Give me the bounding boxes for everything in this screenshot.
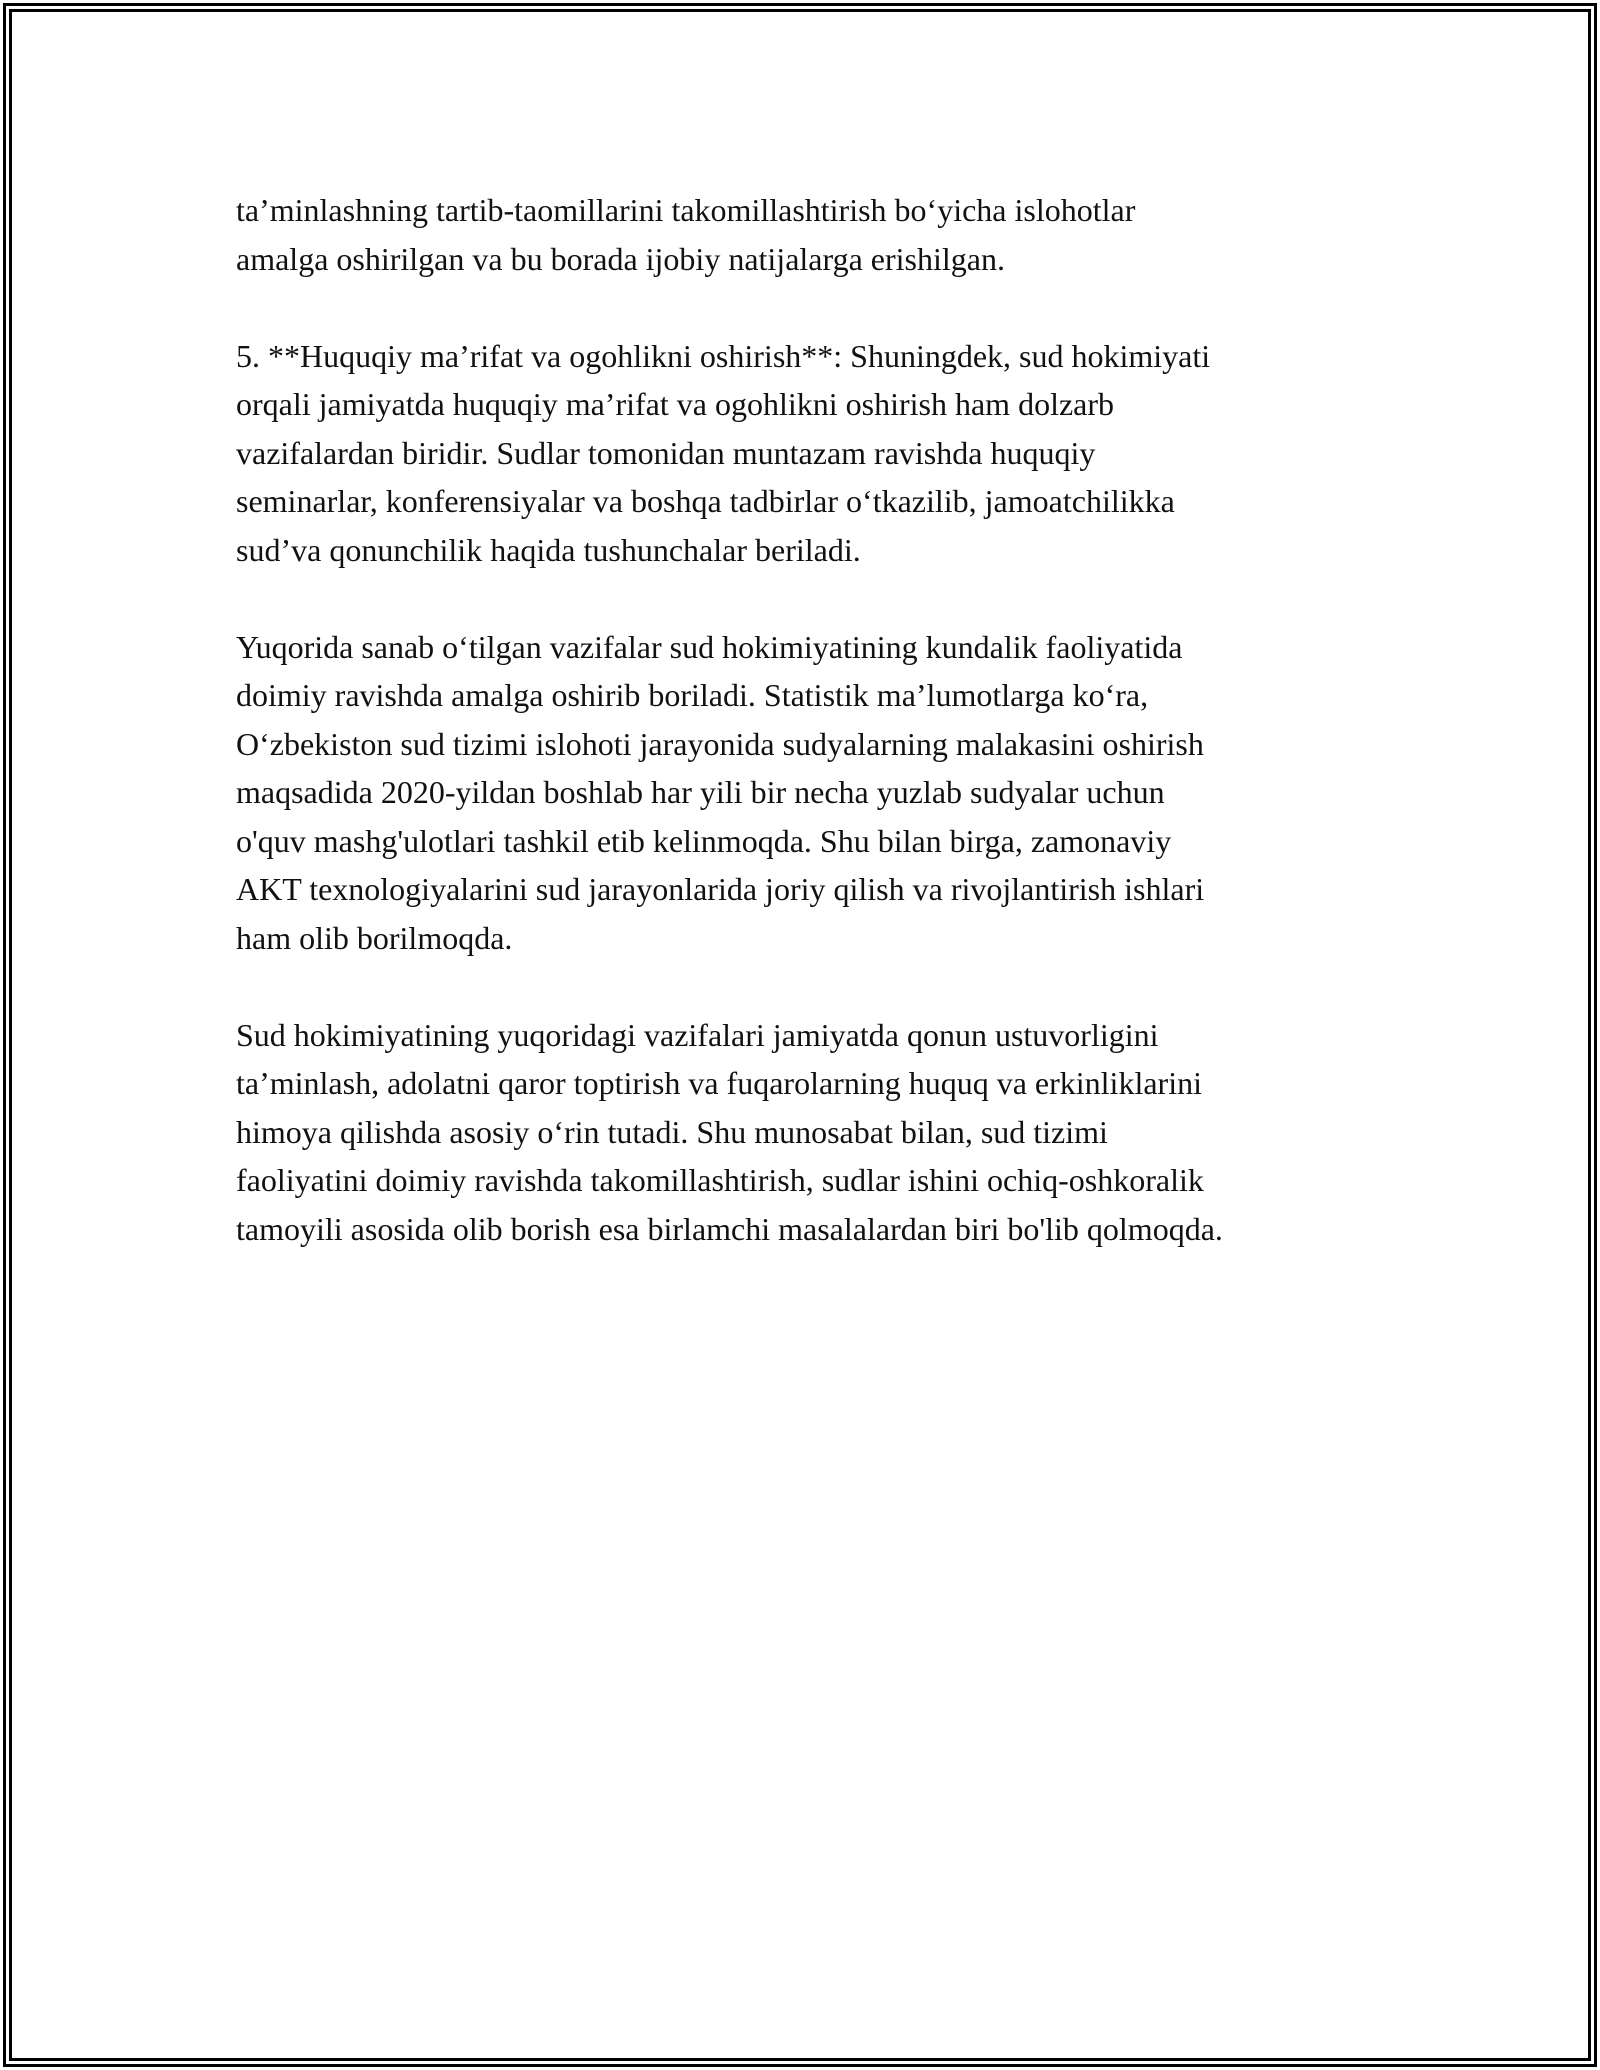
text-line: amalga oshirilgan va bu borada ijobiy natijalarga erishilgan. <box>236 240 1005 277</box>
text-line: tamoyili asosida olib borish esa birlamchi masalalardan biri bo'lib qolmoqda. <box>236 1210 1223 1247</box>
text-line: Sud hokimiyatining yuqoridagi vazifalari jamiyatda qonun ustuvorligini <box>236 1016 1159 1053</box>
text-line: orqali jamiyatda huquqiy ma’rifat va ogohlikni oshirish ham dolzarb <box>236 386 1115 422</box>
text-line: sud’va qonunchilik haqida tushunchalar beriladi. <box>236 531 861 568</box>
text-line: AKT texnologiyalarini sud jarayonlarida joriy qilish va rivojlantirish ishlari <box>236 871 1205 907</box>
text-line: himoya qilishda asosiy o‘rin tutadi. Shu munosabat bilan, sud tizimi <box>236 1113 1108 1150</box>
text-line: maqsadida 2020-yildan boshlab har yili bir necha yuzlab sudyalar uchun <box>236 774 1165 810</box>
text-line: ta’minlashning tartib-taomillarini takomillashtirish bo‘yicha islohotlar <box>236 192 1136 228</box>
text-line: faoliyatini doimiy ravishda takomillashtirish, sudlar ishini ochiq-oshkoralik <box>236 1162 1204 1198</box>
paragraph-continuation <box>236 186 1386 283</box>
document-body <box>236 186 1386 1302</box>
text-line: doimiy ravishda amalga oshirib boriladi. Statistik ma’lumotlarga ko‘ra, <box>236 677 1149 713</box>
text-line: 5. **Huquqiy ma’rifat va ogohlikni oshirish**: Shuningdek, sud hokimiyati <box>236 337 1211 374</box>
text-line: o'quv mashg'ulotlari tashkil etib kelinmoqda. Shu bilan birga, zamonaviy <box>236 822 1172 859</box>
text-line: vazifalardan biridir. Sudlar tomonidan muntazam ravishda huquqiy <box>236 434 1096 471</box>
paragraph-statistics <box>236 623 1386 963</box>
text-line: O‘zbekiston sud tizimi islohoti jarayonida sudyalarning malakasini oshirish <box>236 725 1204 762</box>
paragraph-conclusion <box>236 1011 1386 1254</box>
paragraph-legal-awareness <box>236 332 1386 575</box>
text-line: Yuqorida sanab o‘tilgan vazifalar sud hokimiyatining kundalik faoliyatida <box>236 628 1183 665</box>
text-line: ta’minlash, adolatni qaror toptirish va fuqarolarning huquq va erkinliklarini <box>236 1065 1202 1101</box>
text-line: ham olib borilmoqda. <box>236 919 513 956</box>
text-line: seminarlar, konferensiyalar va boshqa tadbirlar o‘tkazilib, jamoatchilikka <box>236 483 1175 519</box>
